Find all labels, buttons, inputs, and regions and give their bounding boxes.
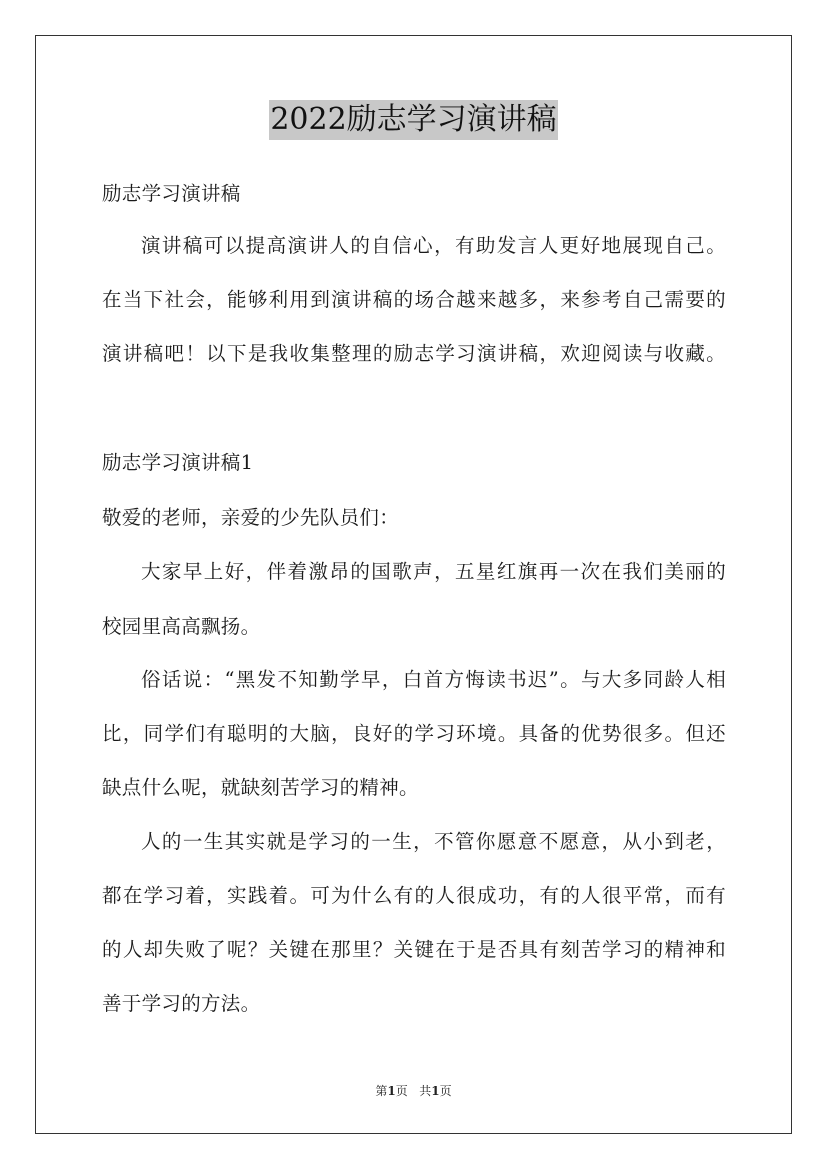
para3-line-2: 都在学习着，实践着。可为什么有的人很成功，有的人很平常，而有 xyxy=(102,884,726,907)
intro-line-3: 演讲稿吧！以下是我收集整理的励志学习演讲稿，欢迎阅读与收藏。 xyxy=(102,342,726,365)
para3-line-1: 人的一生其实就是学习的一生，不管你愿意不愿意，从小到老， xyxy=(141,830,726,853)
para2-line-3: 缺点什么呢，就缺刻苦学习的精神。 xyxy=(102,776,419,799)
para1-line-1: 大家早上好，伴着激昂的国歌声，五星红旗再一次在我们美丽的 xyxy=(141,560,726,583)
para3-line-4: 善于学习的方法。 xyxy=(102,992,261,1015)
title-container xyxy=(0,100,827,140)
footer-total-pages: 1 xyxy=(431,1084,440,1098)
salutation: 敬爱的老师，亲爱的少先队员们： xyxy=(102,506,400,529)
para3-line-3: 的人却失败了呢？关键在那里？关键在于是否具有刻苦学习的精神和 xyxy=(102,938,726,961)
footer-suffix: 页 xyxy=(439,1084,452,1098)
para2-line-1: 俗话说：“黑发不知勤学早，白首方悔读书迟”。与大多同龄人相 xyxy=(141,668,726,691)
para1-line-2: 校园里高高飘扬。 xyxy=(102,615,261,638)
section-heading: 励志学习演讲稿1 xyxy=(102,451,254,474)
footer-mid: 页 共 xyxy=(395,1084,432,1098)
intro-line-1: 演讲稿可以提高演讲人的自信心，有助发言人更好地展现自己。 xyxy=(141,234,726,257)
footer-prefix: 第 xyxy=(375,1084,388,1098)
document-title: 2022励志学习演讲稿 xyxy=(269,100,557,140)
document-subtitle: 励志学习演讲稿 xyxy=(102,182,241,205)
footer-current-page: 1 xyxy=(387,1084,396,1098)
intro-line-2: 在当下社会，能够利用到演讲稿的场合越来越多，来参考自己需要的 xyxy=(102,288,726,311)
page-footer xyxy=(0,1083,827,1099)
para2-line-2: 比，同学们有聪明的大脑，良好的学习环境。具备的优势很多。但还 xyxy=(102,722,726,745)
